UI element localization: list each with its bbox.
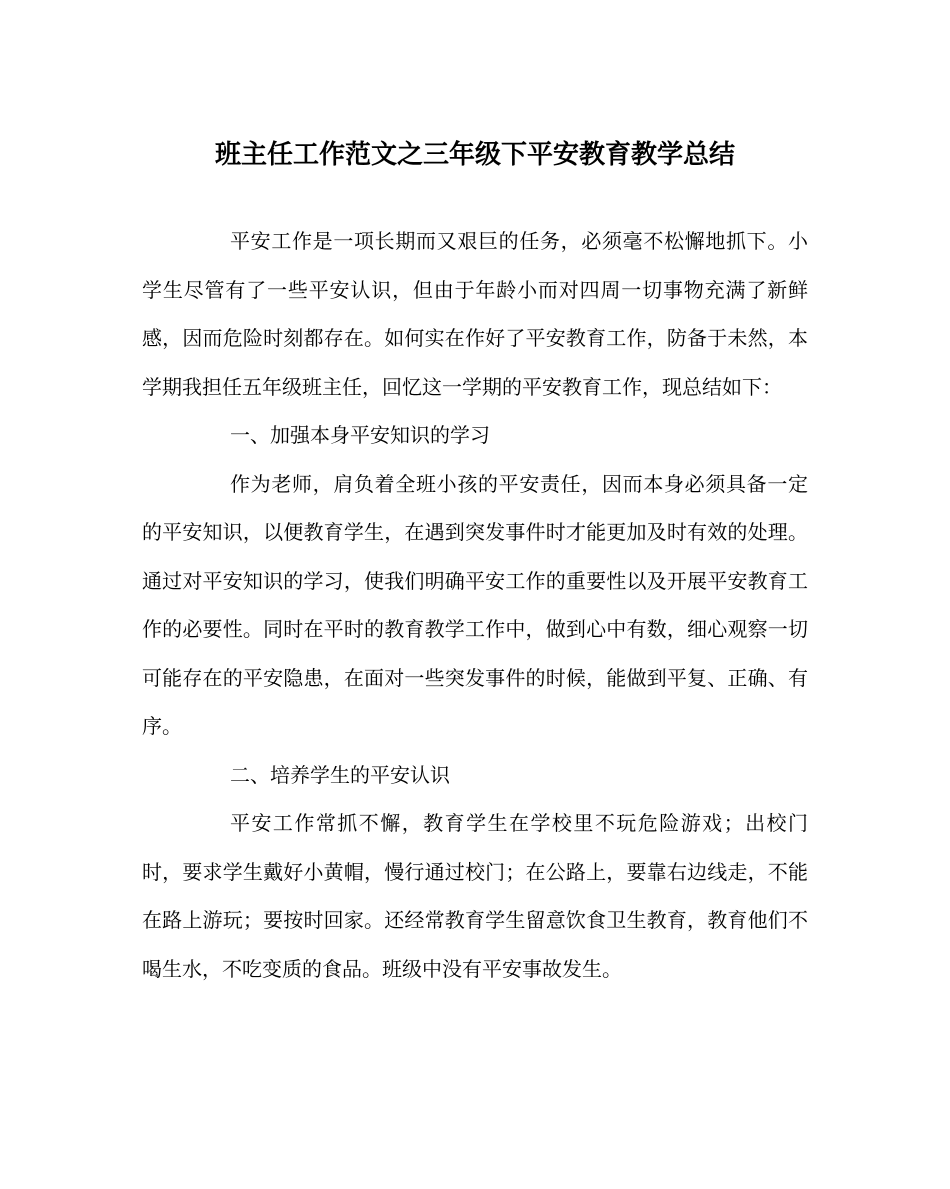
- document-body: [142, 217, 808, 993]
- paragraph-section-1: 作为老师，肩负着全班小孩的平安责任，因而本身必须具备一定的平安知识，以便教育学生，在遇到突发事件时才能更加及时有效的处理。通过对平安知识的学习，使我们明确平安工作的重要性以及开展平安教育工作的必要性。同时在平时的教育教学工作中，做到心中有数，细心观察一切可能存在的平安隐患，在面对一些突发事件的时候，能做到平复、正确、有序。: [142, 471, 808, 738]
- section-heading-2: 二、培养学生的平安认识: [230, 762, 450, 787]
- paragraph-section-2: 平安工作常抓不懈，教育学生在学校里不玩危险游戏；出校门时，要求学生戴好小黄帽，慢行通过校门；在公路上，要靠右边线走，不能在路上游玩；要按时回家。还经常教育学生留意饮食卫生教育，教育他们不喝生水，不吃变质的食品。班级中没有平安事故发生。: [142, 811, 808, 981]
- paragraph-intro: 平安工作是一项长期而又艰巨的任务，必须毫不松懈地抓下。小学生尽管有了一些平安认识，但由于年龄小而对四周一切事物充满了新鲜感，因而危险时刻都存在。如何实在作好了平安教育工作，防备于未然，本学期我担任五年级班主任，回忆这一学期的平安教育工作，现总结如下：: [142, 229, 808, 399]
- section-heading-1: 一、加强本身平安知识的学习: [230, 423, 490, 447]
- document-title: 班主任工作范文之三年级下平安教育教学总结: [214, 140, 735, 170]
